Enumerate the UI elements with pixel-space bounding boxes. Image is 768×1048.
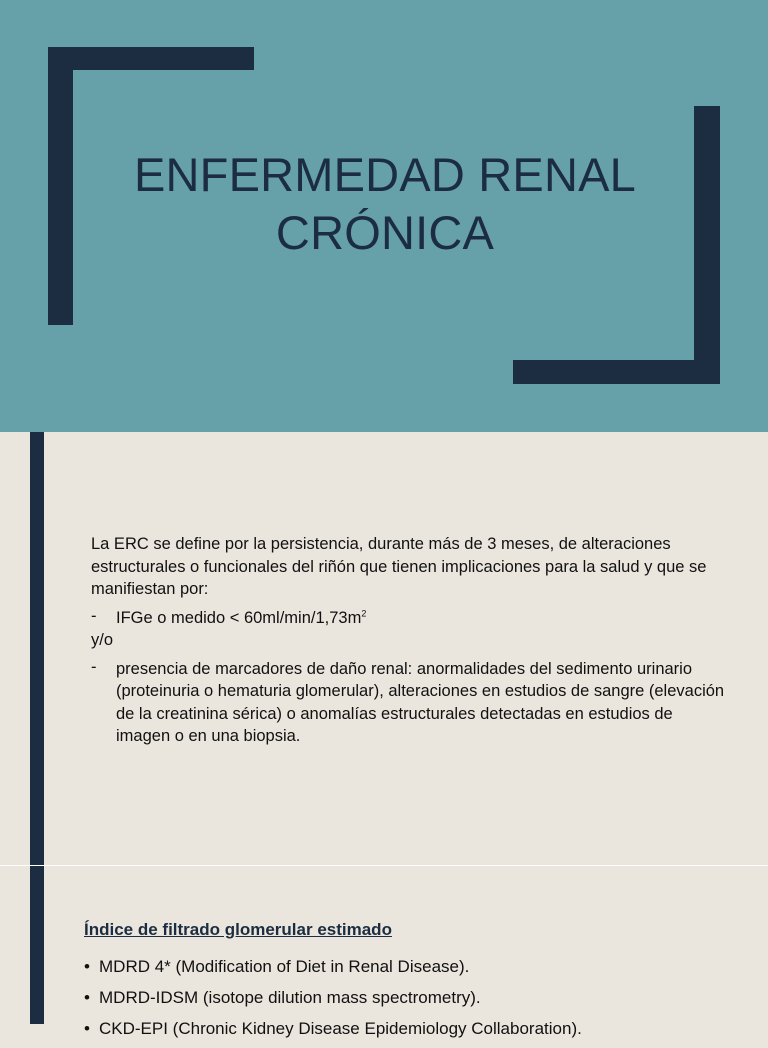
list-item — [84, 986, 582, 1017]
left-accent-bar-2 — [30, 866, 44, 1024]
dash-marker: - — [91, 606, 97, 625]
list-item — [84, 955, 582, 986]
bullet-marker: • — [84, 988, 90, 1007]
gfr-heading: Índice de filtrado glomerular estimado — [84, 920, 392, 939]
frame-bottom-right-vertical — [694, 106, 720, 384]
criteria-ifge-text: IFGe o medido < 60ml/min/1,73m — [116, 608, 362, 627]
intro-paragraph: La ERC se define por la persistencia, durante más de 3 meses, de alteraciones estructurales o funcionales del riñón que tienen implicaciones para la salud y que se manifiestan por: — [91, 535, 707, 598]
dash-marker: - — [91, 657, 97, 676]
frame-bottom-right-horizontal — [513, 360, 720, 384]
slide-title: ENFERMEDAD RENAL CRÓNICA — [133, 148, 636, 259]
left-accent-bar — [30, 432, 44, 865]
bullet-marker: • — [84, 1019, 90, 1038]
list-item — [84, 1017, 582, 1048]
gfr-formula-list — [84, 955, 582, 1048]
superscript-2: 2 — [361, 608, 367, 618]
frame-top-left-horizontal — [48, 47, 254, 70]
definition-text-block — [91, 533, 731, 748]
criteria-item-markers — [91, 658, 731, 748]
list-item-text: MDRD 4* (Modification of Diet in Renal Disease). — [99, 957, 470, 976]
criteria-markers-text: presencia de marcadores de daño renal: anormalidades del sedimento urinario (proteinuria o hematuria glomerular), alteraciones en estudios de sangre (elevación de la creatinina sérica) o anomalías estructurales detectadas en estudios de imagen o en una biopsia. — [116, 659, 725, 745]
connector-yo: y/o — [91, 631, 114, 649]
frame-top-left-vertical — [48, 47, 73, 325]
bullet-marker: • — [84, 957, 90, 976]
criteria-item-ifge — [91, 607, 731, 630]
list-item-text: MDRD-IDSM (isotope dilution mass spectrometry). — [99, 988, 481, 1007]
list-item-text: CKD-EPI (Chronic Kidney Disease Epidemiology Collaboration). — [99, 1019, 582, 1038]
